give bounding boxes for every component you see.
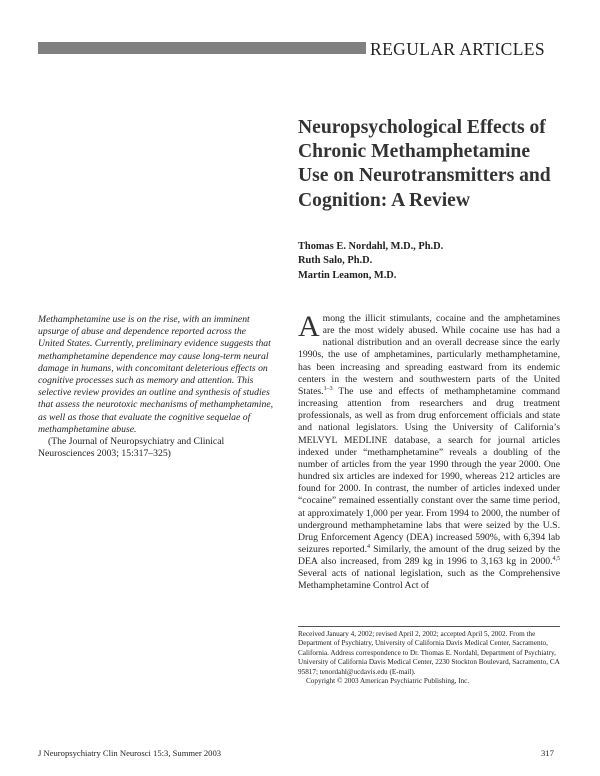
footnote-received: Received January 4, 2002; revised April 2, 2002; accepted April 5, 2002. From the Department of Psychiatry, University of California Davis Medical Center, Sacramento, California. Address correspondence to Dr. Thomas E. Nordahl, Department of Psychiatry, University of California Davis Medical Center, 2230 Stockton Boulevard, Sacramento, CA 95817; tenordahl@ucdavis.edu (E-mail). (298, 630, 560, 676)
reference-superscript: 4 (367, 543, 370, 550)
section-header-bar (38, 42, 366, 54)
reference-superscript: 1–3 (323, 385, 333, 392)
abstract-citation: (The Journal of Neuropsychiatry and Clinical Neurosciences 2003; 15:317–325) (38, 436, 225, 460)
author-list (298, 240, 558, 283)
section-label: REGULAR ARTICLES (370, 39, 546, 59)
body-paragraph (298, 310, 560, 593)
author-name: Ruth Salo, Ph.D. (298, 255, 373, 267)
footnote-divider (298, 626, 560, 627)
article-title: Neuropsychological Effects of Chronic Methamphetamine Use on Neurotransmitters and Cognition: A Review (298, 117, 551, 211)
reference-superscript: 4,5 (552, 555, 560, 562)
footnote (298, 630, 562, 686)
body-text-segment: Several acts of national legislation, such as the Comprehensive Methamphetamine Control Act of (298, 568, 560, 592)
body-text-segment: Similarly, the amount of the drug seized by the DEA also increased, from 289 kg in 1996 to 3,163 kg in 2000. (298, 543, 560, 568)
abstract (38, 314, 274, 460)
body-text-segment: The use and effects of methamphetamine command increasing attention from researchers and drug treatment professionals, as well as from drug enforcement officials and state and national legislators. Using the University of California’s MELVYL MEDLINE database, a search for journal articles indexed under “methamphetamine” reveals a doubling of the number of articles from the year 1990 through the year 2000. One hundred six articles are indexed for 1990, whereas 212 articles are found for 2000. In contrast, the number of articles indexed under “cocaine” remained essentially constant over the same time period, at approximately 1,000 per year. From 1994 to 2000, the number of underground methamphetamine labs that were seized by the U.S. Drug Enforcement Agency (DEA) increased 590%, with 6,394 lab seizures reported. (298, 385, 560, 555)
abstract-text: Methamphetamine use is on the rise, with an imminent upsurge of abuse and dependence reported across the United States. Currently, preliminary evidence suggests that methamphetamine dependence may cause long-term neural damage in humans, with concomitant deleterious effects on cognitive processes such as memory and attention. This selective review provides an outline and synthesis of studies that assess the neurotoxic mechanisms of methamphetamine, as well as those that evaluate the cognitive sequelae of methamphetamine abuse. (38, 314, 274, 435)
author-name: Thomas E. Nordahl, M.D., Ph.D. (298, 241, 444, 252)
footer-journal: J Neuropsychiatry Clin Neurosci 15:3, Summer 2003 (38, 748, 222, 758)
author-name: Martin Leamon, M.D. (298, 269, 397, 281)
page-number: 317 (541, 748, 554, 758)
drop-cap: A (298, 310, 320, 343)
body-text-segment: mong the illicit stimulants, cocaine and the amphetamines are the most widely abused. While cocaine use has had a national distribution and an overall decrease since the early 1990s, the use of amphetamines, particularly methamphetamine, has been increasing and spreading eastward from its endemic centers in the western and southwestern parts of the United States. (298, 313, 560, 397)
footnote-copyright: Copyright © 2003 American Psychiatric Publishing, Inc. (306, 677, 470, 686)
